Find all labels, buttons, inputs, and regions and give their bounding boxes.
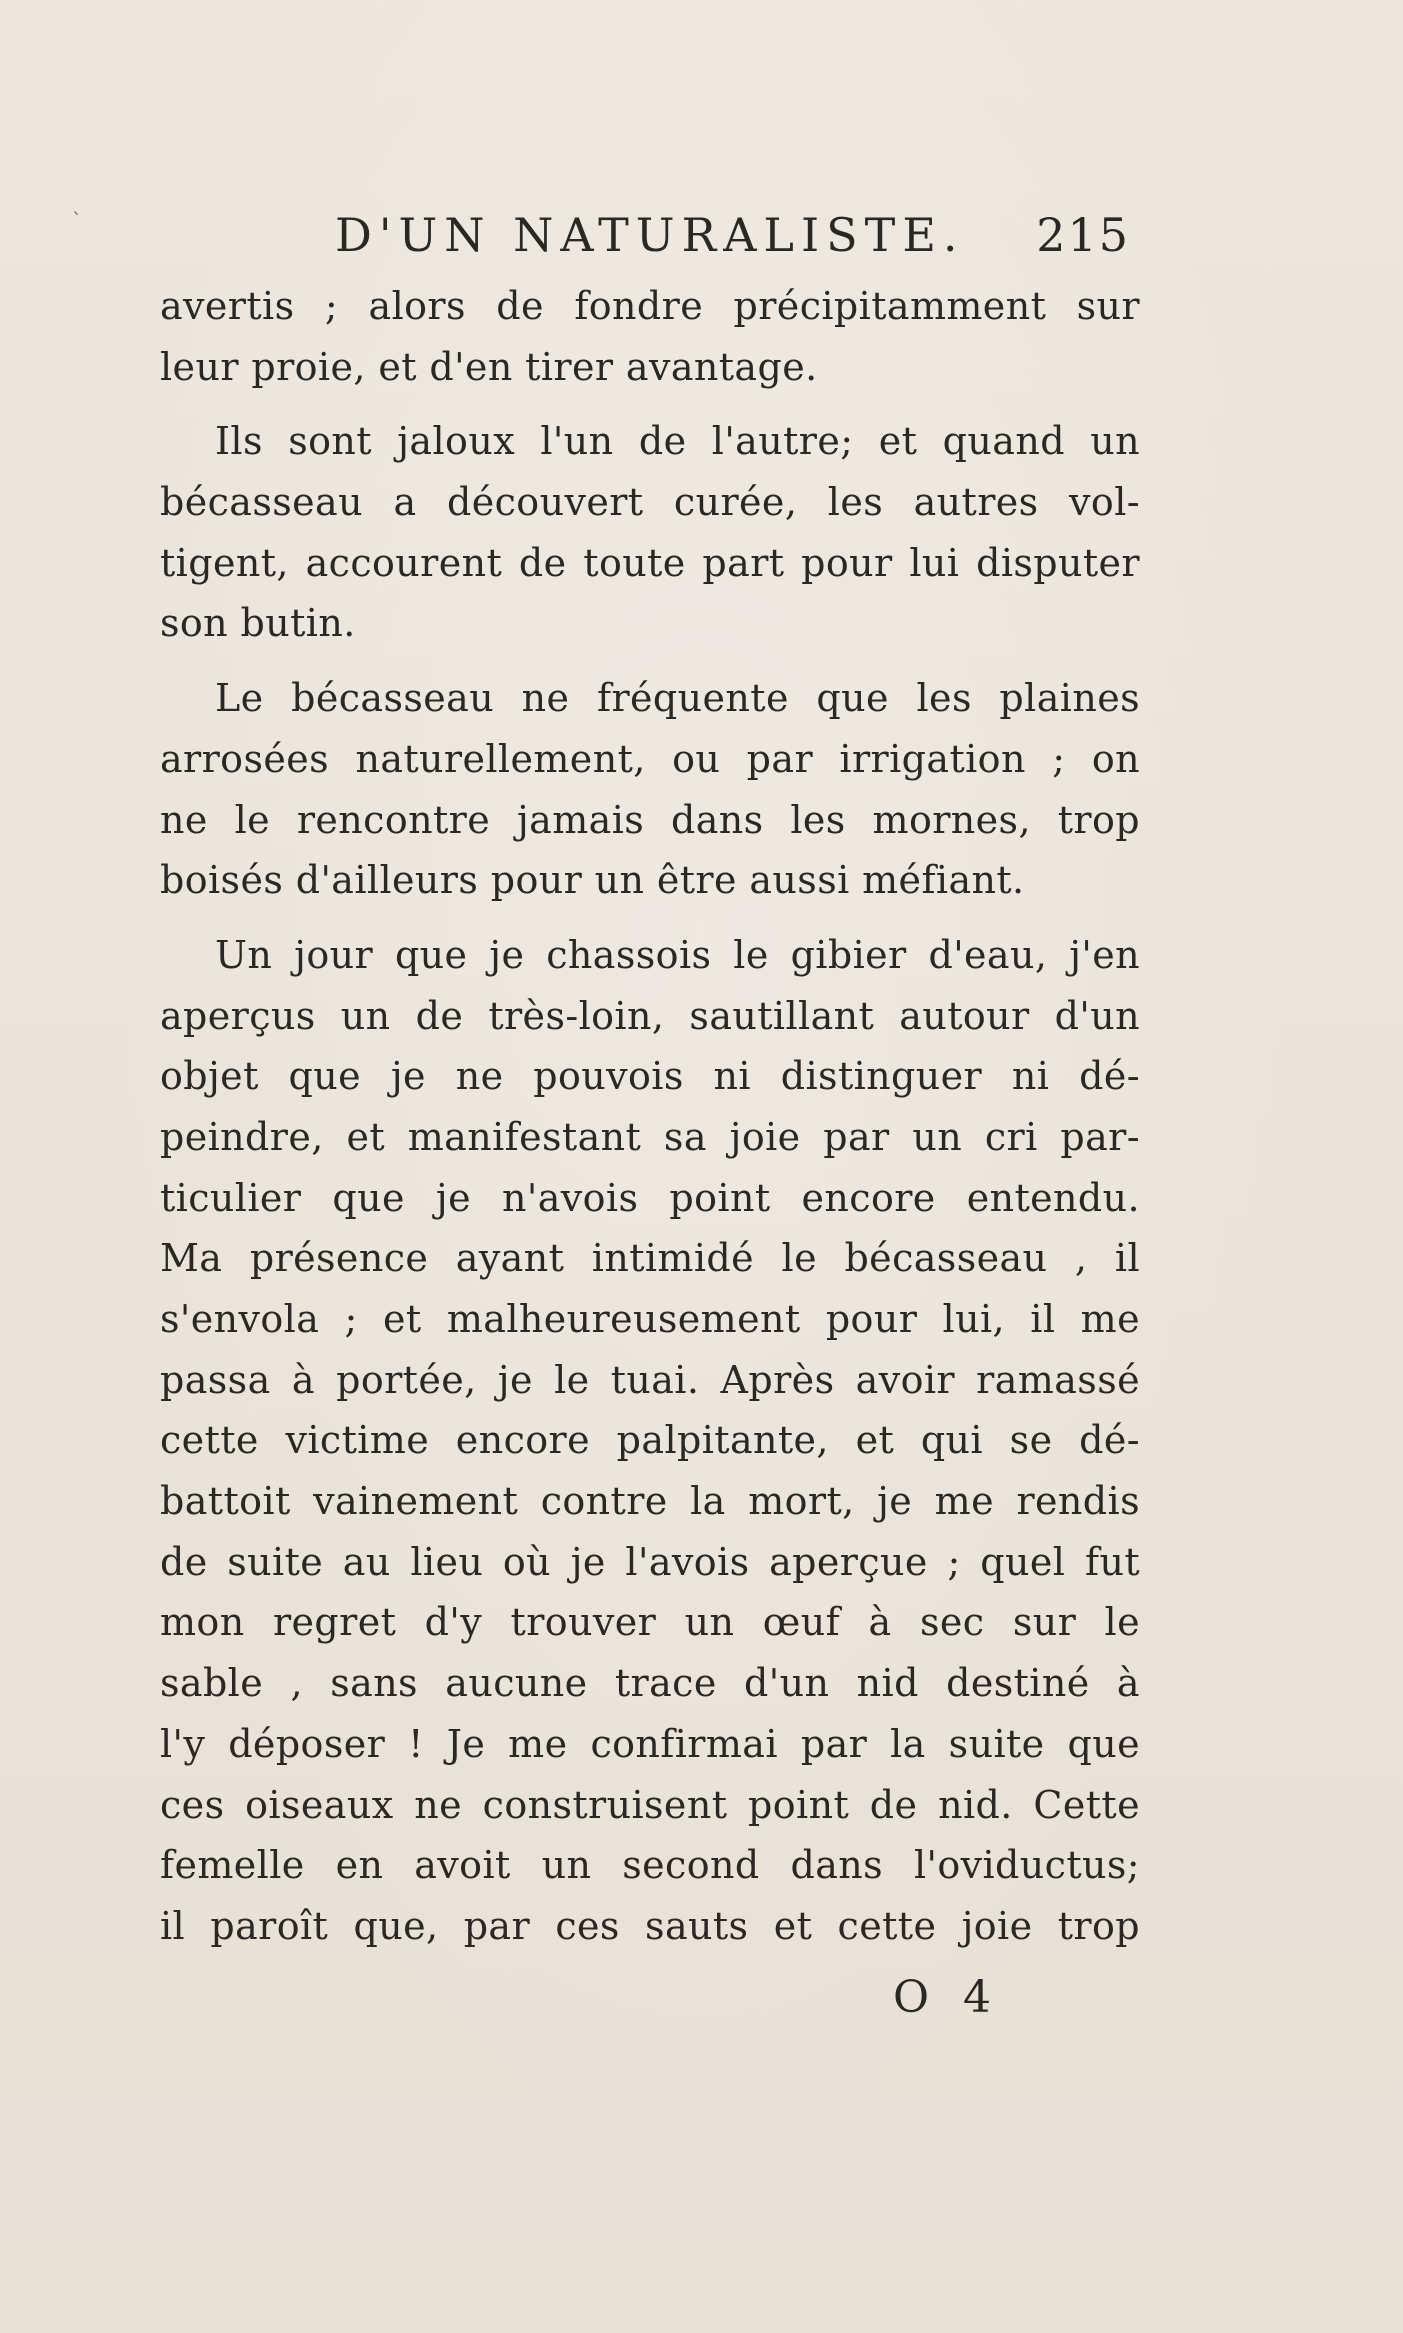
running-title: D'UN NATURALISTE. [335, 208, 965, 262]
text-line: avertis ; alors de fondre précipitamment sur [160, 284, 1140, 328]
text-line: ne le rencontre jamais dans les mornes, trop [160, 797, 1140, 842]
text-line: Le bécasseau ne fréquente que les plaines [215, 676, 1140, 721]
text-line: son butin. [160, 601, 356, 646]
text-line: peindre, et manifestant sa joie par un cri par- [160, 1114, 1140, 1159]
text-line: de suite au lieu où je l'avois aperçue ; quel fut [160, 1539, 1140, 1584]
text-line: arrosées naturellement, ou par irrigation ; on [160, 736, 1140, 781]
text-line: sable , sans aucune trace d'un nid destiné à [160, 1661, 1140, 1706]
page-blemish: ˋ [72, 208, 82, 232]
running-head [160, 200, 1140, 270]
text-line: aperçus un de très-loin, sautillant autour d'un [160, 993, 1140, 1038]
text-line: mon regret d'y trouver un œuf à sec sur le [160, 1600, 1140, 1645]
text-line: ces oiseaux ne construisent point de nid. Cette [160, 1782, 1140, 1827]
text-line: boisés d'ailleurs pour un être aussi méfiant. [160, 858, 1025, 903]
text-line: battoit vainement contre la mort, je me rendis [160, 1479, 1140, 1524]
text-line: l'y déposer ! Je me confirmai par la suite que [160, 1721, 1140, 1766]
page-number: 215 [1036, 208, 1130, 262]
text-line: femelle en avoit un second dans l'oviductus; [160, 1843, 1140, 1888]
signature-mark: O 4 [893, 1972, 1002, 2023]
text-line: tigent, accourent de toute part pour lui disputer [160, 540, 1140, 585]
text-line: Ils sont jaloux l'un de l'autre; et quand un [215, 419, 1140, 464]
text-line: leur proie, et d'en tirer avantage. [160, 344, 818, 389]
text-line: ticulier que je n'avois point encore entendu. [160, 1175, 1140, 1220]
text-line: Ma présence ayant intimidé le bécasseau , il [160, 1236, 1140, 1281]
text-line: Un jour que je chassois le gibier d'eau, j'en [215, 932, 1140, 977]
text-line: passa à portée, je le tuai. Après avoir ramassé [160, 1357, 1140, 1402]
paragraph-gap [160, 397, 1140, 411]
paragraph-gap [160, 654, 1140, 668]
text-line: il paroît que, par ces sauts et cette joie trop [160, 1903, 1140, 1948]
text-line: objet que je ne pouvois ni distinguer ni dé- [160, 1054, 1140, 1099]
text-line: s'envola ; et malheureusement pour lui, il me [160, 1297, 1140, 1341]
body-text [160, 276, 1140, 1957]
text-line: cette victime encore palpitante, et qui se dé- [160, 1418, 1140, 1463]
paragraph-gap [160, 911, 1140, 925]
text-line: bécasseau a découvert curée, les autres vol- [160, 480, 1140, 525]
